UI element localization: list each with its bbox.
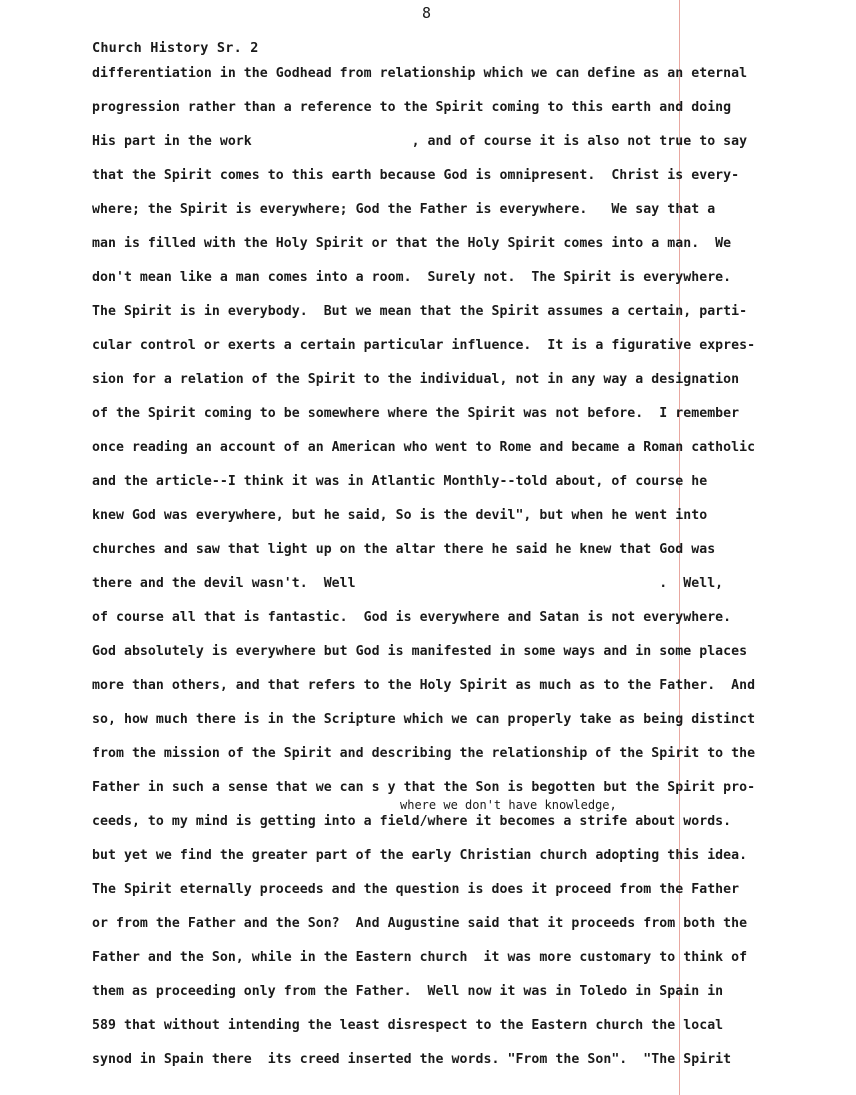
text-line: The Spirit eternally proceeds and the question is does it proceed from the Father <box>92 882 740 897</box>
text-line: ceeds, to my mind is getting into a field/where it becomes a strife about words. <box>92 814 732 829</box>
text-line: differentiation in the Godhead from relationship which we can define as an eternal <box>92 66 748 81</box>
text-line: don't mean like a man comes into a room. Surely not. The Spirit is everywhere. <box>92 270 732 285</box>
text-line: cular control or exerts a certain particular influence. It is a figurative expres- <box>92 338 756 353</box>
text-line: there and the devil wasn't. Well . Well, <box>92 576 724 591</box>
interlinear-insertion: where we don't have knowledge, <box>400 798 617 812</box>
text-line: of course all that is fantastic. God is everywhere and Satan is not everywhere. <box>92 610 732 625</box>
text-line: Father in such a sense that we can s y that the Son is begotten but the Spirit pro- <box>92 780 756 795</box>
text-line: 589 that without intending the least disrespect to the Eastern church the local <box>92 1018 724 1033</box>
document-header: Church History Sr. 2 <box>92 40 259 56</box>
text-line: that the Spirit comes to this earth because God is omnipresent. Christ is every- <box>92 168 740 183</box>
text-line: sion for a relation of the Spirit to the individual, not in any way a designation <box>92 372 740 387</box>
text-line: more than others, and that refers to the Holy Spirit as much as to the Father. And <box>92 678 756 693</box>
text-line: man is filled with the Holy Spirit or that the Holy Spirit comes into a man. We <box>92 236 732 251</box>
text-line: progression rather than a reference to the Spirit coming to this earth and doing <box>92 100 732 115</box>
text-line: God absolutely is everywhere but God is manifested in some ways and in some places <box>92 644 748 659</box>
text-line: knew God was everywhere, but he said, So is the devil", but when he went into <box>92 508 708 523</box>
text-line: synod in Spain there its creed inserted the words. "From the Son". "The Spirit <box>92 1052 732 1067</box>
text-line: or from the Father and the Son? And Augustine said that it proceeds from both the <box>92 916 748 931</box>
text-line: once reading an account of an American who went to Rome and became a Roman catholic <box>92 440 756 455</box>
text-line: and the article--I think it was in Atlantic Monthly--told about, of course he <box>92 474 708 489</box>
text-line: where; the Spirit is everywhere; God the Father is everywhere. We say that a <box>92 202 716 217</box>
text-line: Father and the Son, while in the Eastern church it was more customary to think of <box>92 950 748 965</box>
text-line: from the mission of the Spirit and describing the relationship of the Spirit to the <box>92 746 756 761</box>
text-line: them as proceeding only from the Father. Well now it was in Toledo in Spain in <box>92 984 724 999</box>
text-line: churches and saw that light up on the altar there he said he knew that God was <box>92 542 716 557</box>
text-line: but yet we find the greater part of the early Christian church adopting this idea. <box>92 848 748 863</box>
page-number: 8 <box>422 4 432 22</box>
text-line: of the Spirit coming to be somewhere where the Spirit was not before. I remember <box>92 406 740 421</box>
text-line: so, how much there is in the Scripture which we can properly take as being distinct <box>92 712 756 727</box>
text-line: His part in the work , and of course it is also not true to say <box>92 134 748 149</box>
text-line: The Spirit is in everybody. But we mean that the Spirit assumes a certain, parti- <box>92 304 748 319</box>
